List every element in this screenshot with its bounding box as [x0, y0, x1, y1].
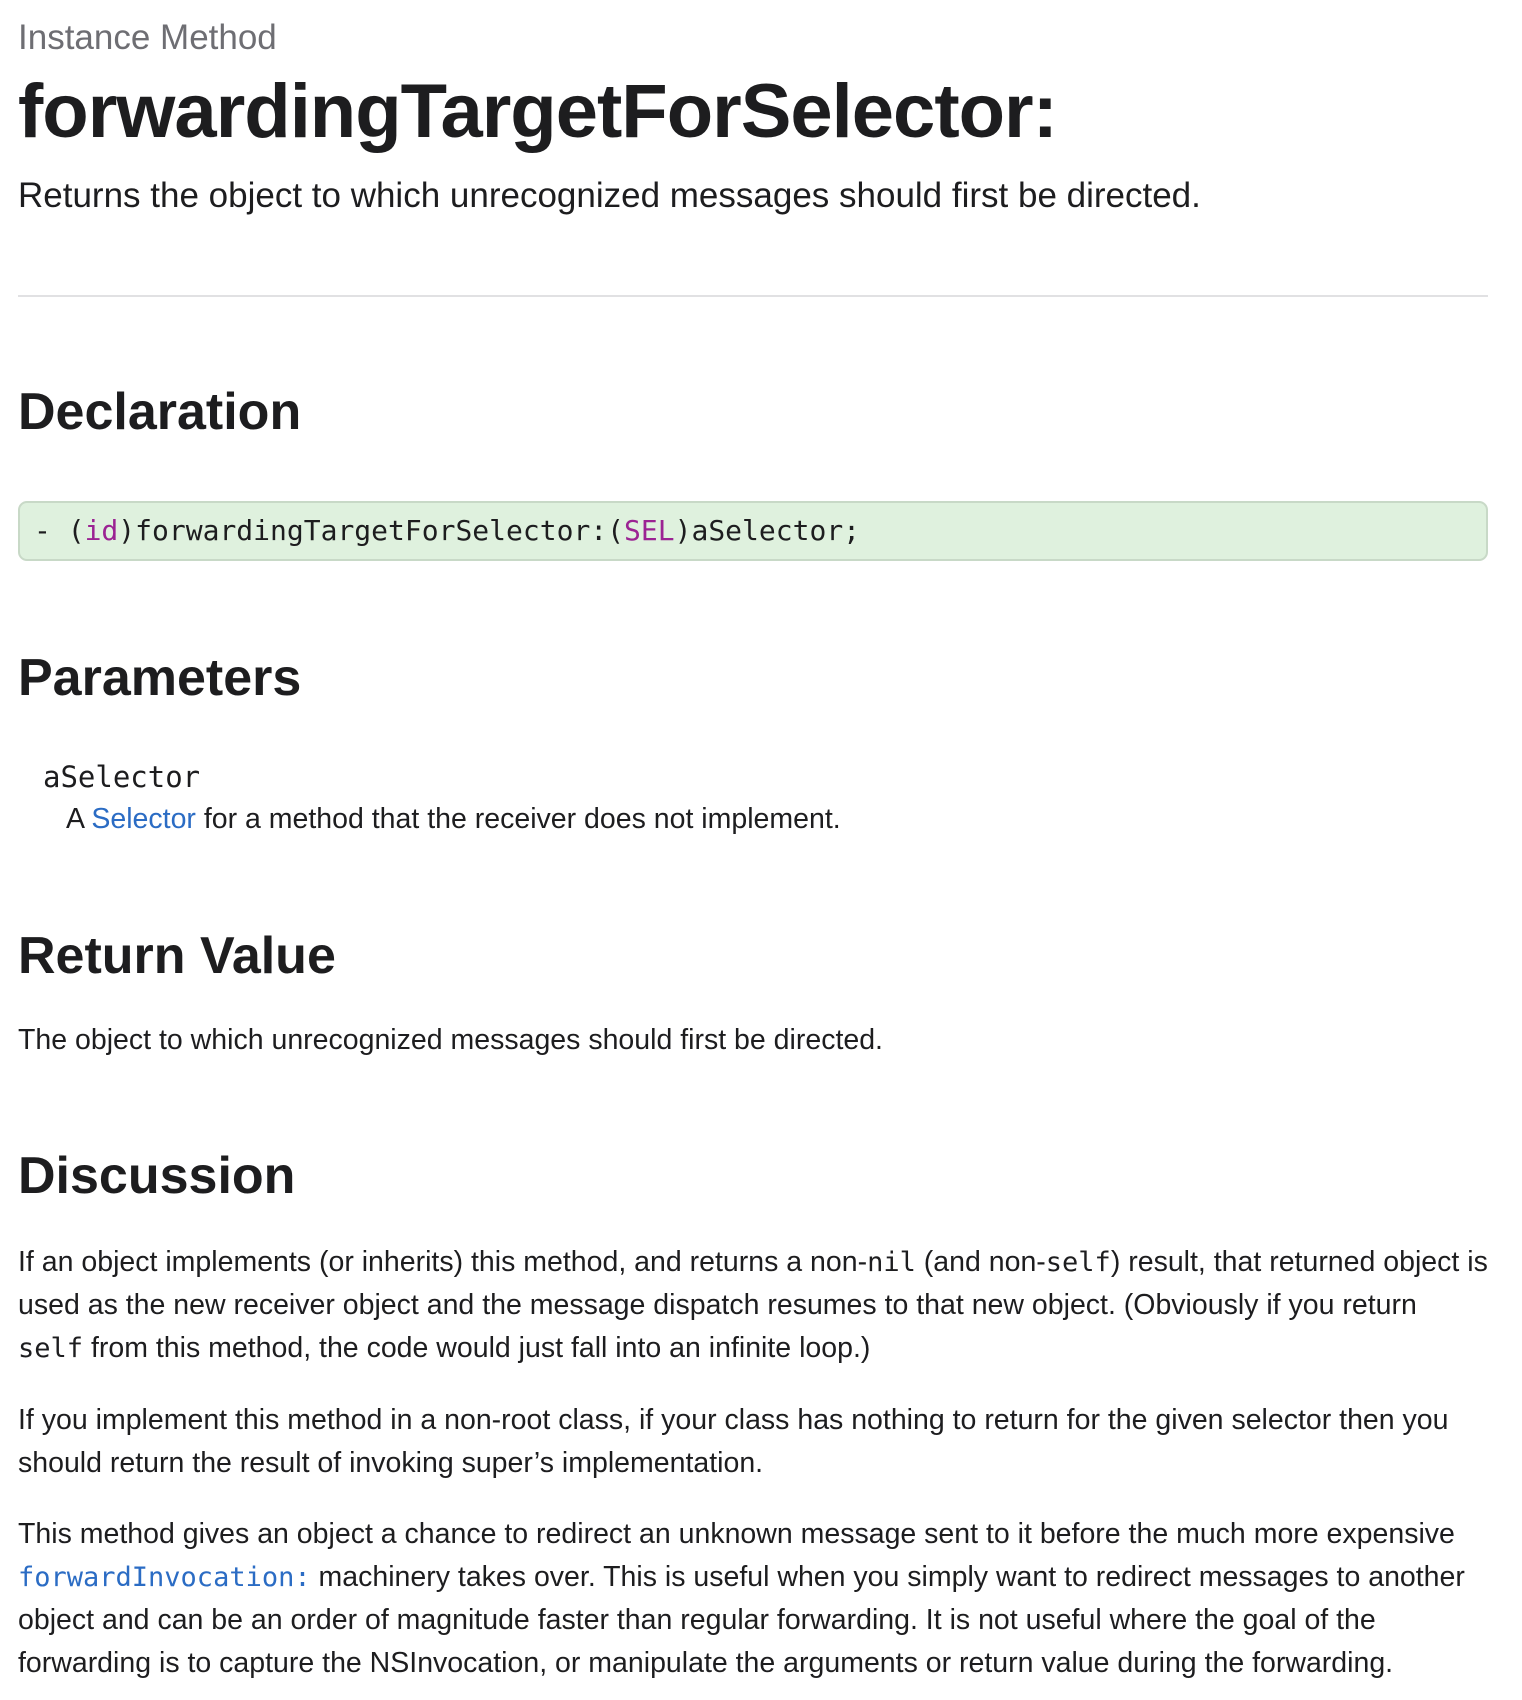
parameter-desc-suffix: for a method that the receiver does not implement.	[195, 803, 841, 835]
forward-invocation-link[interactable]: forwardInvocation:	[18, 1562, 311, 1593]
declaration-heading: Declaration	[18, 383, 302, 441]
parameters-heading: Parameters	[18, 649, 302, 707]
code-nil: nil	[867, 1247, 916, 1278]
parameter-name: aSelector	[43, 760, 201, 794]
declaration-code-block	[18, 501, 1488, 561]
p1-text-1: If an object implements (or inherits) this method, and returns a non-	[18, 1246, 868, 1278]
p1-text-4: from this method, the code would just fall into an infinite loop.)	[83, 1332, 871, 1364]
declaration-method: )forwardingTargetForSelector:(	[118, 514, 625, 547]
p3-text-2: machinery takes over. This is useful when you simply want to redirect messages to another object and can be an order of magnitude faster than regular forwarding. It is not useful where the goal of the forwarding is to capture the NSInvocation, or manipulate the arguments or return value during the forwarding.	[18, 1561, 1465, 1679]
abstract: Returns the object to which unrecognized messages should first be directed.	[18, 176, 1201, 215]
header-divider	[18, 295, 1488, 297]
p1-text-2: (and non-	[915, 1246, 1046, 1278]
return-value-heading: Return Value	[18, 927, 336, 985]
discussion-paragraph-1	[18, 1241, 1488, 1370]
discussion-paragraph-3	[18, 1513, 1488, 1685]
param-type-keyword: SEL	[624, 514, 675, 547]
parameter-description	[66, 799, 1522, 839]
symbol-kind-eyebrow: Instance Method	[18, 18, 277, 57]
p1-text-3: ) result, that returned object is used as the new receiver object and the message dispatch resumes to that new object. (Obviously if you return	[18, 1246, 1488, 1321]
page-title: forwardingTargetForSelector:	[18, 69, 1057, 154]
code-self: self	[1045, 1247, 1111, 1278]
parameter-desc-prefix: A	[66, 803, 92, 835]
code-self-return: self	[18, 1333, 84, 1364]
declaration-suffix: )aSelector;	[674, 514, 861, 547]
selector-link[interactable]: Selector	[91, 803, 196, 835]
discussion-heading: Discussion	[18, 1147, 296, 1205]
p3-text-1: This method gives an object a chance to redirect an unknown message sent to it before the much more expensive	[18, 1518, 1455, 1550]
return-type-keyword: id	[84, 514, 119, 547]
return-value-text: The object to which unrecognized messages should first be directed.	[18, 1024, 883, 1056]
discussion-paragraph-2: If you implement this method in a non-root class, if your class has nothing to return for the given selector then you should return the result of invoking super’s implementation.	[18, 1404, 1449, 1479]
declaration-prefix: - (	[34, 514, 85, 547]
